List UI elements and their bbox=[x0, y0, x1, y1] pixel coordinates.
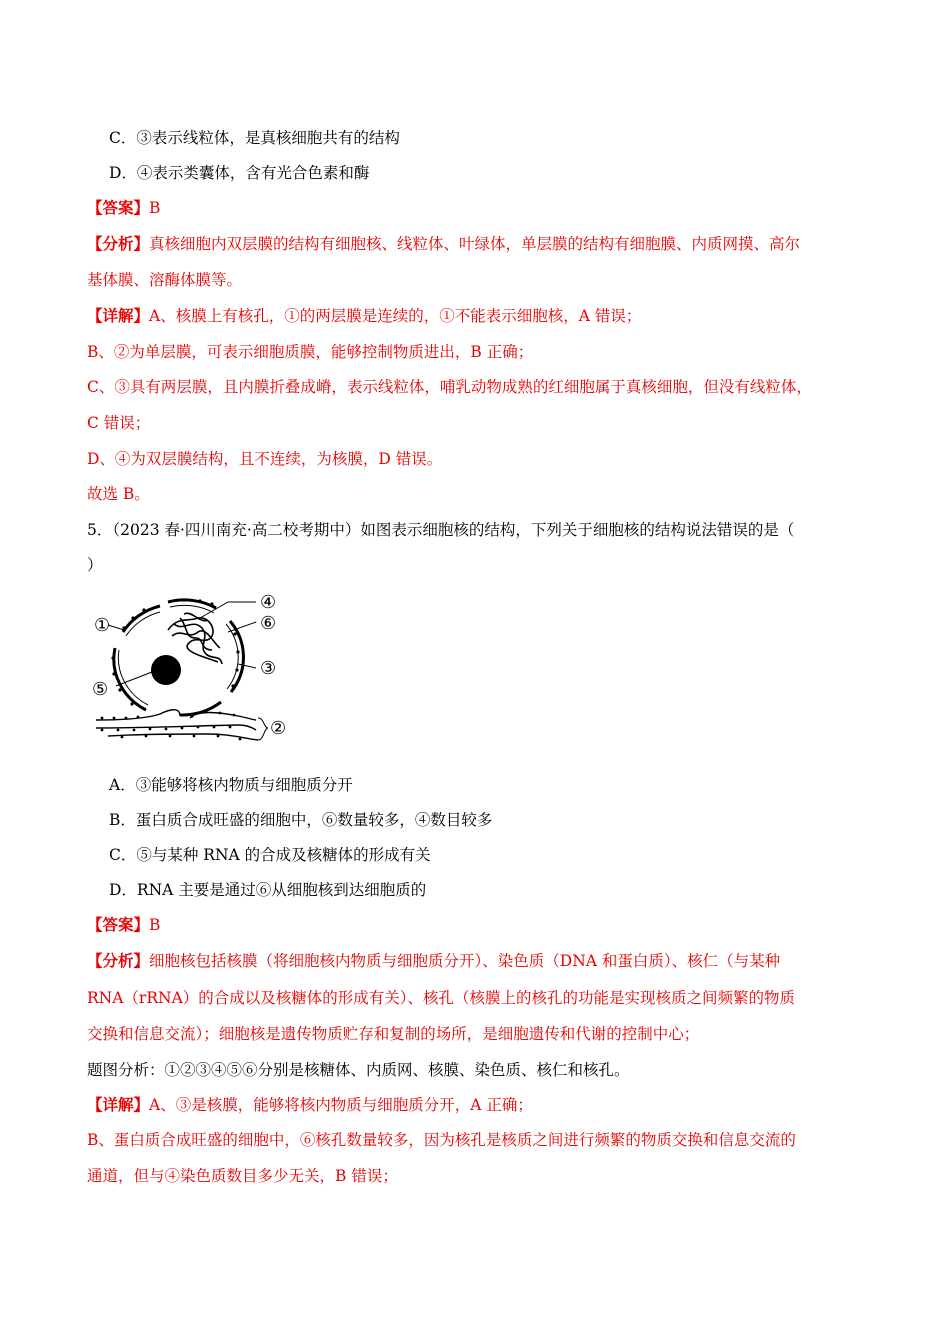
q5-analysis-line-2: RNA（rRNA）的合成以及核糖体的形成有关）、核孔（核膜上的核孔的功能是实现核质之间频繁的物质 bbox=[87, 989, 796, 1007]
figure-label-2: ② bbox=[270, 718, 287, 739]
q4-detail-line-1 bbox=[87, 305, 867, 327]
q4-option-d: D．④表示类囊体，含有光合色素和酶 bbox=[109, 164, 370, 182]
q5-detail-line-3: 通道，但与④染色质数目多少无关，B 错误； bbox=[87, 1167, 398, 1185]
q5-stem-line-2: ） bbox=[87, 556, 103, 574]
q4-detail-line-3: C、③具有两层膜，且内膜折叠成嵴，表示线粒体，哺乳动物成熟的红细胞属于真核细胞，但没有线粒体， bbox=[87, 378, 812, 396]
q5-option-c: C．⑤与某种 RNA 的合成及核糖体的形成有关 bbox=[109, 846, 431, 864]
q4-detail-line-5: D、④为双层膜结构，且不连续，为核膜，D 错误。 bbox=[87, 450, 443, 468]
nucleus-structure-figure bbox=[88, 588, 288, 748]
q4-analysis-line-1 bbox=[87, 233, 867, 255]
q4-option-c: C．③表示线粒体，是真核细胞共有的结构 bbox=[109, 129, 400, 147]
q4-analysis-line-2: 基体膜、溶酶体膜等。 bbox=[87, 271, 243, 289]
q5-option-b: B．蛋白质合成旺盛的细胞中，⑥数量较多，④数目较多 bbox=[109, 811, 493, 829]
q4-detail-line-2: B、②为单层膜，可表示细胞质膜，能够控制物质进出，B 正确； bbox=[87, 343, 534, 361]
figure-label-1: ① bbox=[94, 615, 111, 636]
figure-label-6: ⑥ bbox=[260, 613, 277, 634]
detail-text: A、核膜上有核孔，①的两层膜是连续的，①不能表示细胞核，A 错误； bbox=[149, 307, 642, 325]
q5-option-d: D．RNA 主要是通过⑥从细胞核到达细胞质的 bbox=[109, 881, 427, 899]
detail-tag: 【详解】 bbox=[87, 306, 150, 325]
q4-conclusion: 故选 B。 bbox=[87, 485, 150, 503]
nuclear-envelope-segment bbox=[168, 600, 216, 608]
q4-answer bbox=[87, 197, 867, 219]
figure-label-3: ③ bbox=[260, 658, 277, 679]
q4-detail-line-4: C 错误； bbox=[87, 414, 151, 432]
answer-tag: 【答案】 bbox=[87, 198, 150, 217]
analysis-tag: 【分析】 bbox=[87, 951, 150, 970]
q5-answer bbox=[87, 914, 867, 936]
figure-label-5: ⑤ bbox=[92, 679, 109, 700]
q5-stem-line-1: 5．（2023 春·四川南充·高二校考期中）如图表示细胞核的结构，下列关于细胞核的结构说法错误的是（ bbox=[87, 521, 795, 539]
nuclear-envelope-segment bbox=[123, 606, 160, 632]
figure-label-4: ④ bbox=[260, 592, 277, 613]
analysis-text: 细胞核包括核膜（将细胞核内物质与细胞质分开）、染色质（DNA 和蛋白质）、核仁（与某种 bbox=[149, 952, 781, 970]
q5-option-a: A．③能够将核内物质与细胞质分开 bbox=[109, 776, 353, 794]
q5-analysis-line-3: 交换和信息交流）；细胞核是遗传物质贮存和复制的场所，是细胞遗传和代谢的控制中心； bbox=[87, 1025, 700, 1043]
q5-analysis-line-1 bbox=[87, 950, 867, 972]
nuclear-envelope-inner bbox=[118, 605, 238, 705]
q5-figure-analysis: 题图分析：①②③④⑤⑥分别是核糖体、内质网、核膜、染色质、核仁和核孔。 bbox=[87, 1061, 630, 1079]
detail-tag: 【详解】 bbox=[87, 1095, 150, 1114]
chromatin bbox=[168, 613, 222, 664]
answer-tag: 【答案】 bbox=[87, 915, 150, 934]
answer-value: B bbox=[149, 916, 161, 934]
q5-detail-line-1 bbox=[87, 1094, 867, 1116]
nucleolus bbox=[151, 655, 181, 685]
answer-value: B bbox=[149, 199, 161, 217]
detail-text: A、③是核膜，能够将核内物质与细胞质分开，A 正确； bbox=[149, 1096, 533, 1114]
q5-detail-line-2: B、蛋白质合成旺盛的细胞中，⑥核孔数量较多，因为核孔是核质之间进行频繁的物质交换和信息交流的 bbox=[87, 1131, 796, 1149]
analysis-text: 真核细胞内双层膜的结构有细胞核、线粒体、叶绿体，单层膜的结构有细胞膜、内质网摸、高尔 bbox=[149, 235, 801, 253]
analysis-tag: 【分析】 bbox=[87, 234, 150, 253]
